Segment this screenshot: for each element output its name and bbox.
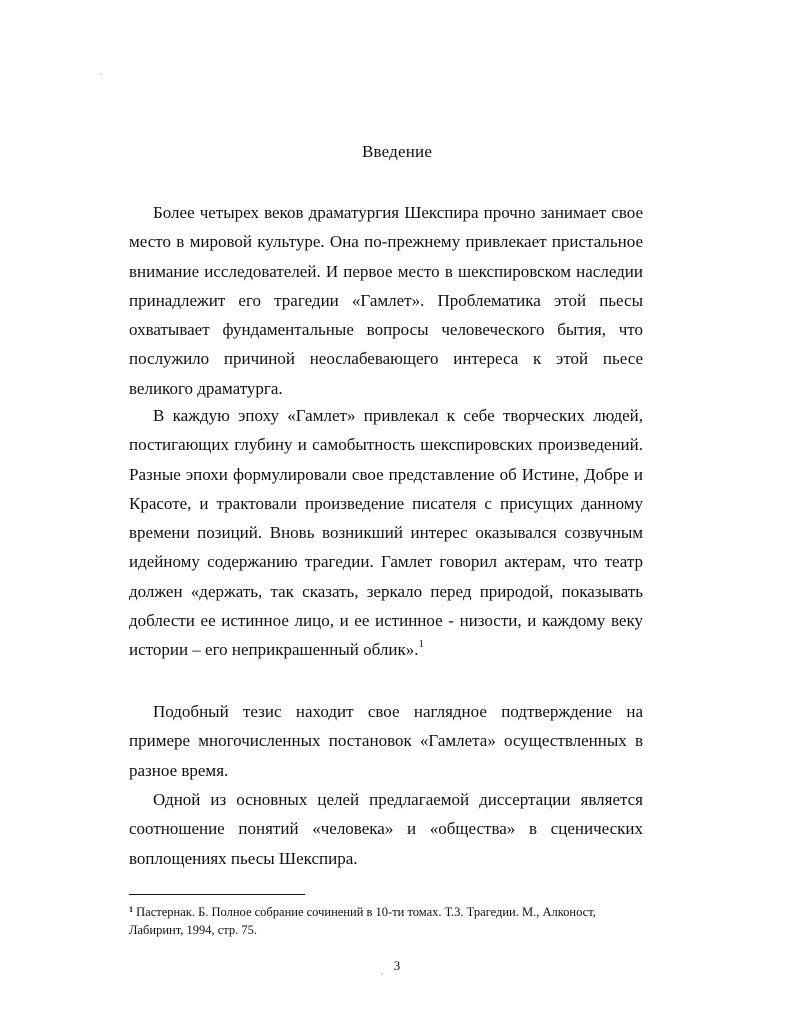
body-paragraph [129,401,643,665]
section-heading: Введение [361,142,433,161]
body-paragraph [129,697,643,785]
footnote-separator [129,894,305,895]
body-paragraph [129,198,643,403]
footnote-marker: 1 [129,905,133,914]
paragraph-text: Подобный тезис находит свое наглядное подтверждение на примере многочисленных постановок «Гамлета» осуществленных в разное время. [129,702,643,780]
footnote-reference[interactable]: 1 [418,638,424,651]
paragraph-text: Более четырех веков драматургия Шекспира прочно занимает свое место в мировой культуре. Она по-прежнему привлекает пристальное внимание исследователей. И первое место в шекспировском наследии принадлежит его трагедии «Гамлет». Проблематика этой пьесы охватывает фундаментальные вопросы человеческого бытия, что послужило причиной неослабевающего интереса к этой пьесе великого драматурга. [129,203,643,398]
scan-speck [100,73,102,75]
footnote [129,903,649,939]
body-paragraph [129,785,643,873]
paragraph-text: В каждую эпоху «Гамлет» привлекал к себе творческих людей, постигающих глубину и самобытность шекспировских произведений. Разные эпохи формулировали свое представление об Истине, Добре и Красоте, и трактовали произведение писателя с присущих данному времени позиций. Вновь возникший интерес оказывался созвучным идейному содержанию трагедии. Гамлет говорил актерам, что театр должен «держать, так сказать, зеркало перед природой, показывать доблести ее истинное лицо, и ее истинное - низости, и каждому веку истории – его неприкрашенный облик». [129,406,643,660]
footnote-text: Пастернак. Б. Полное собрание сочинений в 10-ти томах. Т.3. Трагедии. М., Алконост, Лабиринт, 1994, стр. 75. [129,905,596,937]
paragraph-text: Одной из основных целей предлагаемой диссертации является соотношение понятий «человека» и «общества» в сценических воплощениях пьесы Шекспира. [129,790,643,868]
page-number: 3 [393,958,401,973]
